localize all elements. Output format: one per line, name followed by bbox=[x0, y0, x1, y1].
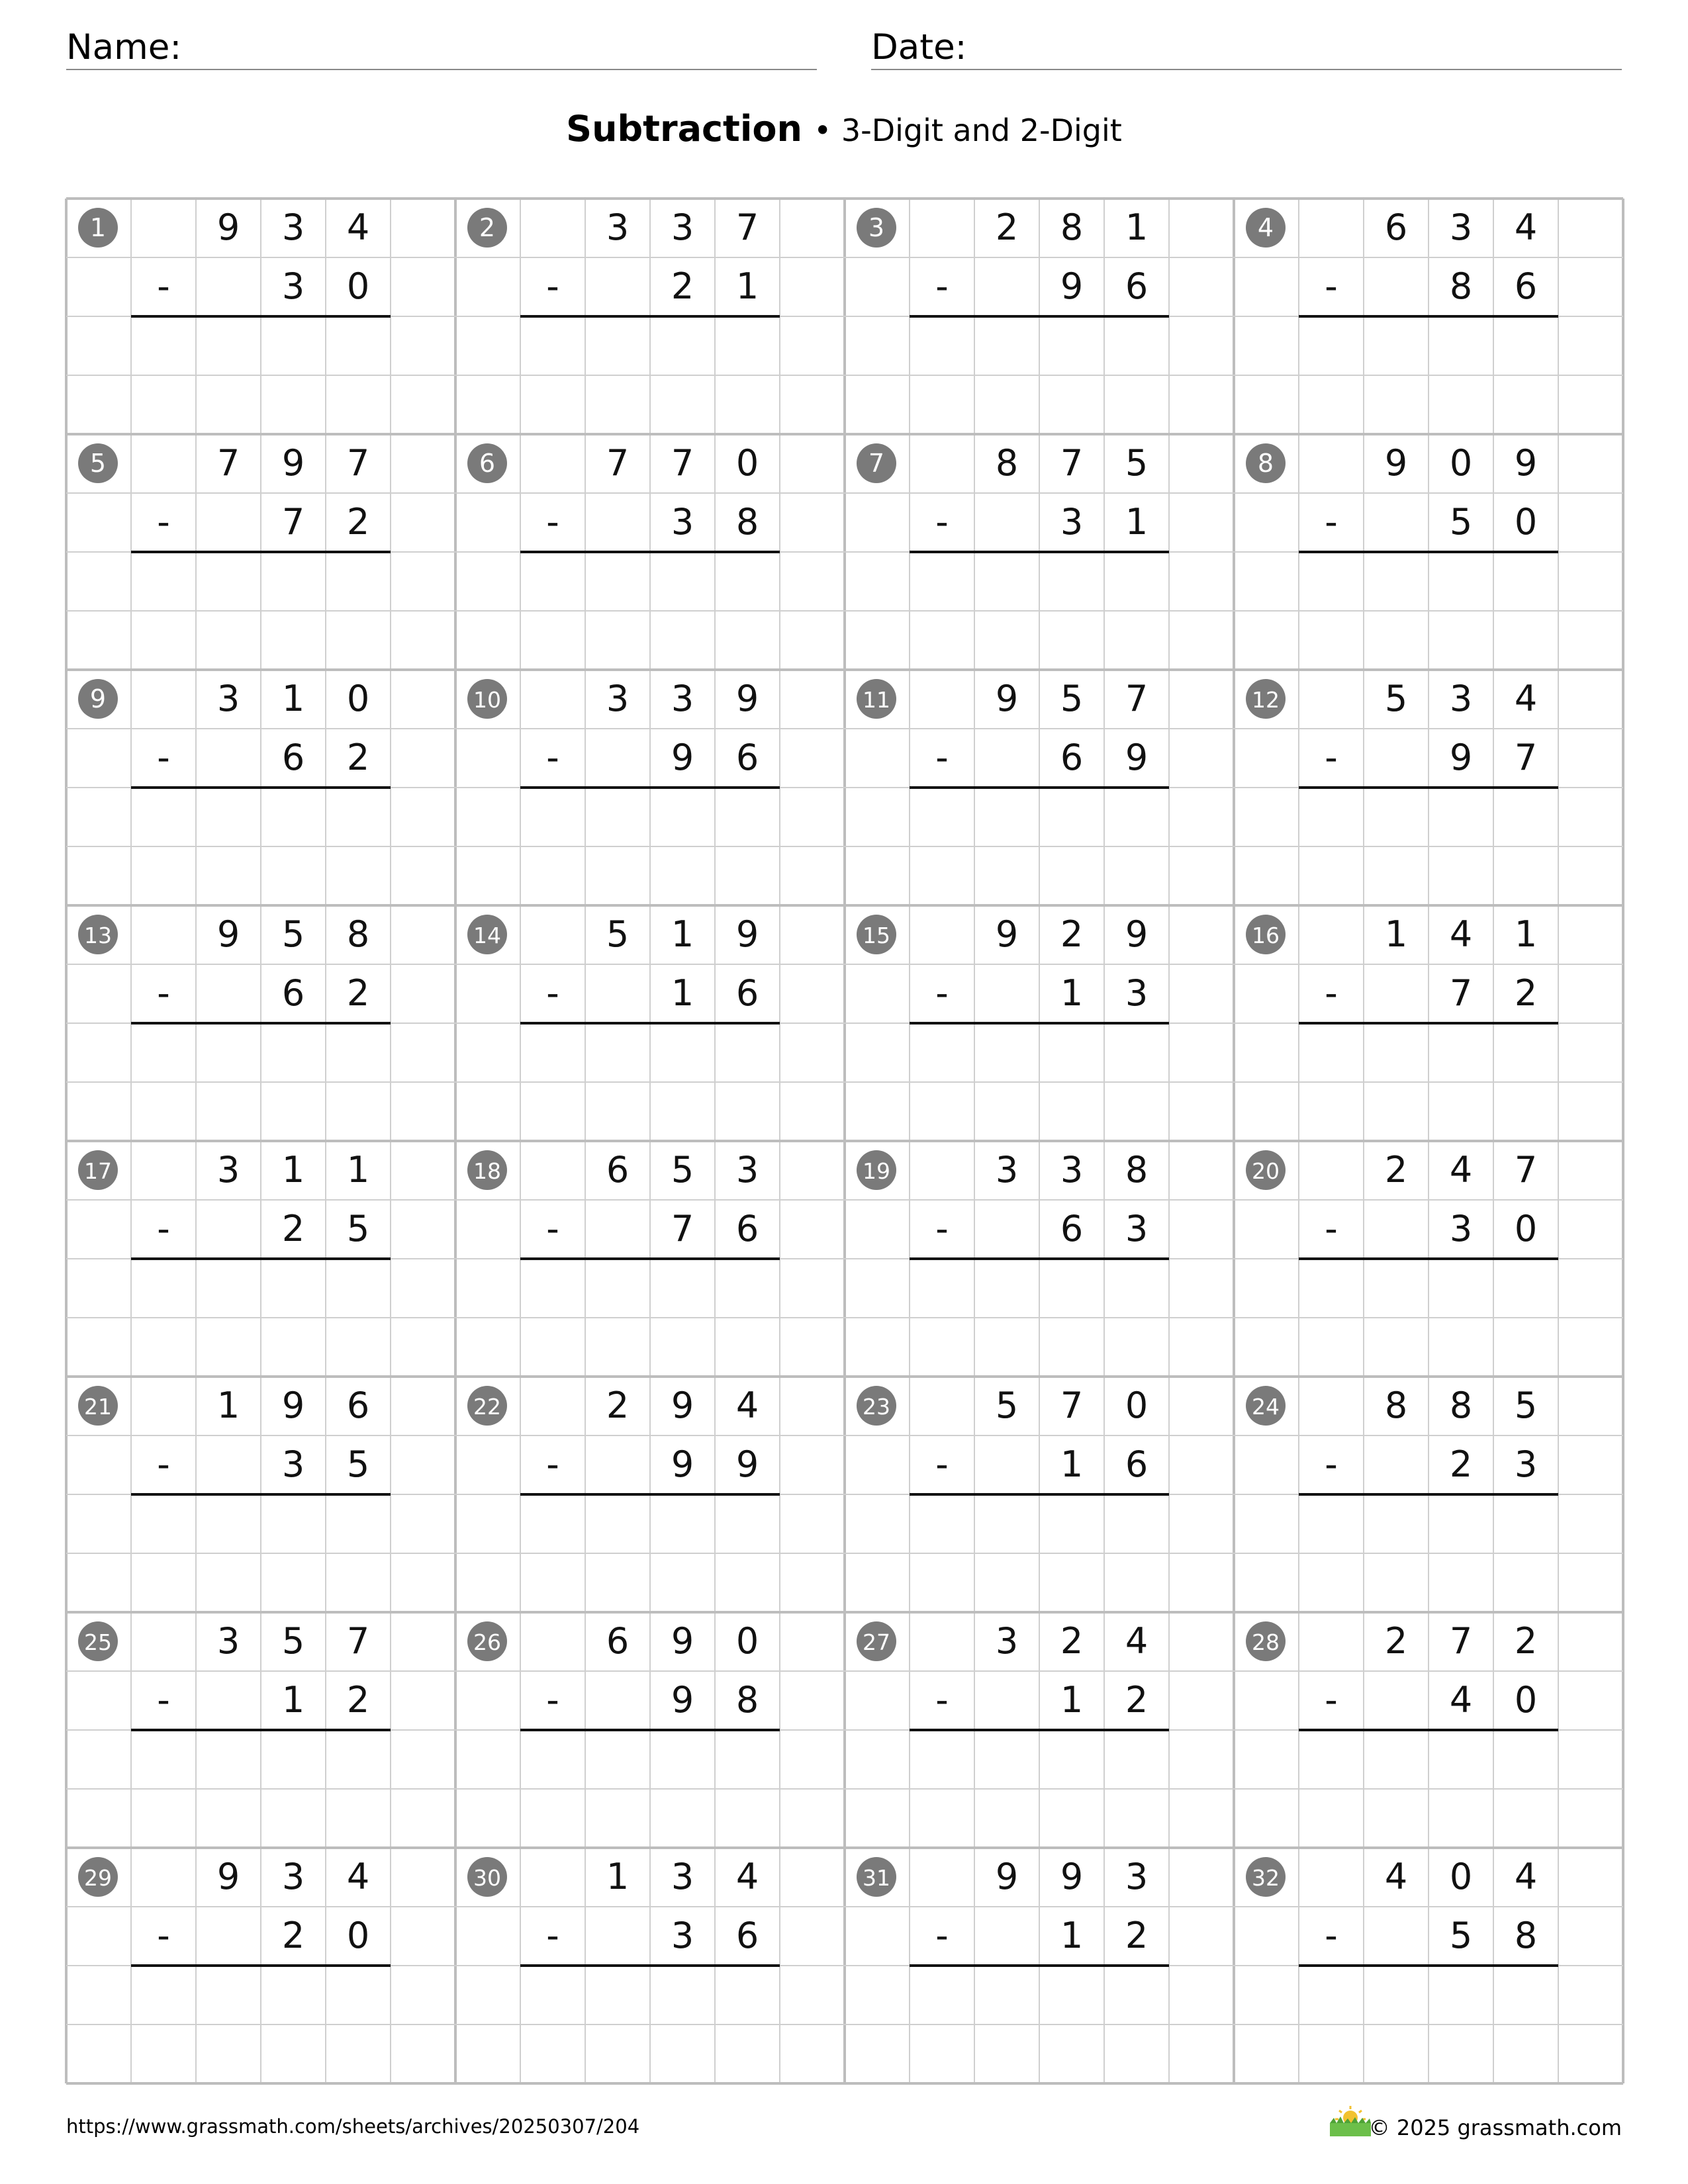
subtrahend-digit: 5 bbox=[1449, 1915, 1473, 1956]
minuend-digit: 4 bbox=[1384, 1856, 1408, 1897]
subtrahend-digit: 1 bbox=[1060, 1915, 1084, 1956]
subtrahend-digit: 7 bbox=[1514, 737, 1538, 778]
minuend-digit: 7 bbox=[1060, 1385, 1084, 1426]
minuend-digit: 1 bbox=[671, 913, 694, 955]
minuend-digit: 3 bbox=[995, 1620, 1019, 1662]
problem-number: 25 bbox=[84, 1629, 112, 1655]
subtrahend-digit: 9 bbox=[671, 737, 694, 778]
subtrahend-digit: 3 bbox=[1449, 1208, 1473, 1250]
subtrahend-digit: 3 bbox=[671, 501, 694, 543]
footer-url: https://www.grassmath.com/sheets/archives/20250307/204 bbox=[66, 2115, 640, 2138]
minuend-digit: 3 bbox=[216, 678, 240, 719]
minuend-digit: 2 bbox=[1060, 913, 1084, 955]
minuend-digit: 5 bbox=[281, 1620, 305, 1662]
subtrahend-digit: 6 bbox=[1060, 737, 1084, 778]
minus-sign: - bbox=[1325, 1679, 1338, 1721]
minuend-digit: 3 bbox=[1449, 678, 1473, 719]
minuend-digit: 5 bbox=[1384, 678, 1408, 719]
minuend-digit: 1 bbox=[216, 1385, 240, 1426]
subtrahend-digit: 1 bbox=[735, 265, 759, 307]
minus-sign: - bbox=[1325, 265, 1338, 307]
minuend-digit: 1 bbox=[1384, 913, 1408, 955]
subtrahend-digit: 1 bbox=[1060, 1679, 1084, 1721]
minuend-digit: 7 bbox=[735, 206, 759, 248]
subtrahend-digit: 6 bbox=[281, 737, 305, 778]
minuend-digit: 3 bbox=[735, 1149, 759, 1191]
minuend-digit: 6 bbox=[1384, 206, 1408, 248]
subtrahend-digit: 7 bbox=[671, 1208, 694, 1250]
subtrahend-digit: 3 bbox=[281, 265, 305, 307]
minuend-digit: 2 bbox=[1384, 1149, 1408, 1191]
minuend-digit: 9 bbox=[735, 678, 759, 719]
minuend-digit: 9 bbox=[735, 913, 759, 955]
minuend-digit: 5 bbox=[1514, 1385, 1538, 1426]
problem-number: 4 bbox=[1257, 213, 1274, 242]
minuend-digit: 4 bbox=[346, 1856, 370, 1897]
problem-number: 1 bbox=[89, 213, 107, 242]
minus-sign: - bbox=[157, 1915, 170, 1956]
minus-sign: - bbox=[935, 1679, 949, 1721]
minus-sign: - bbox=[546, 1679, 559, 1721]
minuend-digit: 9 bbox=[995, 913, 1019, 955]
date-label: Date: bbox=[871, 27, 967, 68]
subtrahend-digit: 1 bbox=[1125, 501, 1149, 543]
subtrahend-digit: 2 bbox=[346, 501, 370, 543]
problem-number: 24 bbox=[1252, 1394, 1280, 1420]
footer-copyright: © 2025 grassmath.com bbox=[1368, 2115, 1622, 2140]
minuend-digit: 6 bbox=[606, 1149, 630, 1191]
subtrahend-digit: 9 bbox=[1125, 737, 1149, 778]
minuend-digit: 0 bbox=[735, 1620, 759, 1662]
subtrahend-digit: 3 bbox=[1060, 501, 1084, 543]
problem-number: 10 bbox=[473, 687, 501, 713]
problem-number: 2 bbox=[479, 213, 496, 242]
minuend-digit: 1 bbox=[281, 1149, 305, 1191]
problem-number: 13 bbox=[84, 923, 112, 948]
minus-sign: - bbox=[1325, 1443, 1338, 1485]
problem-number: 9 bbox=[89, 684, 107, 713]
minuend-digit: 9 bbox=[281, 1385, 305, 1426]
minuend-digit: 2 bbox=[1384, 1620, 1408, 1662]
minuend-digit: 4 bbox=[1514, 678, 1538, 719]
subtrahend-digit: 0 bbox=[346, 265, 370, 307]
problem-number: 12 bbox=[1252, 687, 1280, 713]
minuend-digit: 7 bbox=[1060, 442, 1084, 484]
problem-number: 32 bbox=[1252, 1865, 1280, 1891]
subtrahend-digit: 6 bbox=[281, 972, 305, 1014]
minuend-digit: 3 bbox=[216, 1620, 240, 1662]
subtrahend-digit: 7 bbox=[1449, 972, 1473, 1014]
problem-number: 14 bbox=[473, 923, 501, 948]
minuend-digit: 7 bbox=[1125, 678, 1149, 719]
problem-number: 15 bbox=[863, 923, 890, 948]
title-main: Subtraction bbox=[566, 108, 802, 150]
subtrahend-digit: 6 bbox=[1060, 1208, 1084, 1250]
minus-sign: - bbox=[546, 1915, 559, 1956]
minuend-digit: 7 bbox=[1514, 1149, 1538, 1191]
minuend-digit: 7 bbox=[216, 442, 240, 484]
problem-number: 5 bbox=[89, 449, 107, 478]
minuend-digit: 3 bbox=[281, 1856, 305, 1897]
subtrahend-digit: 8 bbox=[1449, 265, 1473, 307]
subtrahend-digit: 1 bbox=[671, 972, 694, 1014]
problem-number: 16 bbox=[1252, 923, 1280, 948]
minus-sign: - bbox=[157, 1443, 170, 1485]
subtrahend-digit: 6 bbox=[1125, 265, 1149, 307]
problem-number: 22 bbox=[473, 1394, 501, 1420]
subtrahend-digit: 3 bbox=[281, 1443, 305, 1485]
subtrahend-digit: 5 bbox=[346, 1443, 370, 1485]
problem-number: 8 bbox=[1257, 449, 1274, 478]
minus-sign: - bbox=[157, 501, 170, 543]
minuend-digit: 4 bbox=[1514, 1856, 1538, 1897]
minuend-digit: 0 bbox=[1449, 1856, 1473, 1897]
minuend-digit: 9 bbox=[281, 442, 305, 484]
minuend-digit: 3 bbox=[671, 206, 694, 248]
subtrahend-digit: 7 bbox=[281, 501, 305, 543]
subtrahend-digit: 9 bbox=[1449, 737, 1473, 778]
minuend-digit: 5 bbox=[1125, 442, 1149, 484]
minuend-digit: 3 bbox=[1060, 1149, 1084, 1191]
problem-number: 17 bbox=[84, 1158, 112, 1184]
minus-sign: - bbox=[546, 737, 559, 778]
problem-number: 7 bbox=[868, 449, 885, 478]
minuend-digit: 3 bbox=[671, 678, 694, 719]
minuend-digit: 3 bbox=[671, 1856, 694, 1897]
minus-sign: - bbox=[546, 501, 559, 543]
minus-sign: - bbox=[546, 1208, 559, 1250]
subtrahend-digit: 0 bbox=[1514, 1679, 1538, 1721]
minus-sign: - bbox=[546, 972, 559, 1014]
minuend-digit: 1 bbox=[346, 1149, 370, 1191]
name-label: Name: bbox=[66, 27, 182, 68]
minuend-digit: 3 bbox=[606, 678, 630, 719]
minuend-digit: 5 bbox=[281, 913, 305, 955]
subtrahend-digit: 3 bbox=[1125, 1208, 1149, 1250]
minuend-digit: 9 bbox=[1384, 442, 1408, 484]
problem-number: 18 bbox=[473, 1158, 501, 1184]
minuend-digit: 2 bbox=[606, 1385, 630, 1426]
minuend-digit: 3 bbox=[1449, 206, 1473, 248]
minuend-digit: 8 bbox=[1449, 1385, 1473, 1426]
subtrahend-digit: 0 bbox=[346, 1915, 370, 1956]
minuend-digit: 8 bbox=[995, 442, 1019, 484]
minuend-digit: 8 bbox=[346, 913, 370, 955]
minuend-digit: 4 bbox=[1449, 1149, 1473, 1191]
minuend-digit: 2 bbox=[995, 206, 1019, 248]
problem-number: 23 bbox=[863, 1394, 890, 1420]
minuend-digit: 8 bbox=[1125, 1149, 1149, 1191]
subtrahend-digit: 6 bbox=[735, 1208, 759, 1250]
minuend-digit: 1 bbox=[1514, 913, 1538, 955]
subtrahend-digit: 2 bbox=[346, 972, 370, 1014]
subtrahend-digit: 3 bbox=[1514, 1443, 1538, 1485]
subtrahend-digit: 6 bbox=[735, 972, 759, 1014]
subtrahend-digit: 5 bbox=[1449, 501, 1473, 543]
minus-sign: - bbox=[935, 737, 949, 778]
minuend-digit: 9 bbox=[216, 206, 240, 248]
minus-sign: - bbox=[935, 1208, 949, 1250]
minuend-digit: 7 bbox=[1449, 1620, 1473, 1662]
minuend-digit: 1 bbox=[281, 678, 305, 719]
minus-sign: - bbox=[1325, 501, 1338, 543]
minuend-digit: 9 bbox=[216, 913, 240, 955]
minuend-digit: 8 bbox=[1060, 206, 1084, 248]
minus-sign: - bbox=[157, 265, 170, 307]
problem-number: 27 bbox=[863, 1629, 890, 1655]
subtrahend-digit: 1 bbox=[281, 1679, 305, 1721]
subtrahend-digit: 8 bbox=[1514, 1915, 1538, 1956]
minuend-digit: 9 bbox=[216, 1856, 240, 1897]
minuend-digit: 2 bbox=[1514, 1620, 1538, 1662]
minus-sign: - bbox=[1325, 1915, 1338, 1956]
problem-number: 20 bbox=[1252, 1158, 1280, 1184]
minuend-digit: 0 bbox=[735, 442, 759, 484]
minuend-digit: 9 bbox=[995, 678, 1019, 719]
subtrahend-digit: 2 bbox=[1125, 1915, 1149, 1956]
subtrahend-digit: 4 bbox=[1449, 1679, 1473, 1721]
minuend-digit: 5 bbox=[671, 1149, 694, 1191]
minus-sign: - bbox=[1325, 972, 1338, 1014]
minus-sign: - bbox=[935, 1915, 949, 1956]
subtrahend-digit: 1 bbox=[1060, 972, 1084, 1014]
minuend-digit: 4 bbox=[1125, 1620, 1149, 1662]
minus-sign: - bbox=[935, 501, 949, 543]
title-subtitle: • 3-Digit and 2-Digit bbox=[814, 113, 1122, 148]
minuend-digit: 1 bbox=[606, 1856, 630, 1897]
minuend-digit: 7 bbox=[606, 442, 630, 484]
minus-sign: - bbox=[546, 265, 559, 307]
minuend-digit: 7 bbox=[671, 442, 694, 484]
minuend-digit: 9 bbox=[1060, 1856, 1084, 1897]
minus-sign: - bbox=[1325, 737, 1338, 778]
minus-sign: - bbox=[157, 972, 170, 1014]
minuend-digit: 3 bbox=[1125, 1856, 1149, 1897]
minuend-digit: 0 bbox=[1449, 442, 1473, 484]
minuend-digit: 4 bbox=[1514, 206, 1538, 248]
minuend-digit: 9 bbox=[671, 1620, 694, 1662]
minuend-digit: 7 bbox=[346, 442, 370, 484]
problem-number: 19 bbox=[863, 1158, 890, 1184]
minuend-digit: 4 bbox=[735, 1385, 759, 1426]
problem-number: 28 bbox=[1252, 1629, 1280, 1655]
subtrahend-digit: 9 bbox=[1060, 265, 1084, 307]
minuend-digit: 3 bbox=[995, 1149, 1019, 1191]
minuend-digit: 3 bbox=[606, 206, 630, 248]
subtrahend-digit: 0 bbox=[1514, 1208, 1538, 1250]
subtrahend-digit: 6 bbox=[735, 1915, 759, 1956]
minuend-digit: 9 bbox=[995, 1856, 1019, 1897]
minuend-digit: 7 bbox=[346, 1620, 370, 1662]
minuend-digit: 1 bbox=[1125, 206, 1149, 248]
problem-number: 29 bbox=[84, 1865, 112, 1891]
subtrahend-digit: 2 bbox=[346, 737, 370, 778]
problem-number: 6 bbox=[479, 449, 496, 478]
subtrahend-digit: 2 bbox=[1449, 1443, 1473, 1485]
minuend-digit: 4 bbox=[1449, 913, 1473, 955]
minuend-digit: 8 bbox=[1384, 1385, 1408, 1426]
minus-sign: - bbox=[546, 1443, 559, 1485]
subtrahend-digit: 0 bbox=[1514, 501, 1538, 543]
subtrahend-digit: 1 bbox=[1060, 1443, 1084, 1485]
subtrahend-digit: 9 bbox=[671, 1443, 694, 1485]
minuend-digit: 6 bbox=[346, 1385, 370, 1426]
subtrahend-digit: 9 bbox=[735, 1443, 759, 1485]
problem-number: 11 bbox=[863, 687, 890, 713]
problem-number: 3 bbox=[868, 213, 885, 242]
minuend-digit: 3 bbox=[216, 1149, 240, 1191]
grass-sun-logo-icon bbox=[1327, 2105, 1374, 2139]
minuend-digit: 9 bbox=[671, 1385, 694, 1426]
minuend-digit: 4 bbox=[735, 1856, 759, 1897]
problem-number: 26 bbox=[473, 1629, 501, 1655]
subtrahend-digit: 6 bbox=[1125, 1443, 1149, 1485]
problem-number: 21 bbox=[84, 1394, 112, 1420]
minus-sign: - bbox=[157, 737, 170, 778]
subtrahend-digit: 2 bbox=[281, 1208, 305, 1250]
subtrahend-digit: 2 bbox=[1125, 1679, 1149, 1721]
minuend-digit: 0 bbox=[346, 678, 370, 719]
subtrahend-digit: 8 bbox=[735, 501, 759, 543]
minus-sign: - bbox=[935, 972, 949, 1014]
problem-number: 31 bbox=[863, 1865, 890, 1891]
minuend-digit: 2 bbox=[1060, 1620, 1084, 1662]
subtrahend-digit: 3 bbox=[1125, 972, 1149, 1014]
minus-sign: - bbox=[935, 265, 949, 307]
subtrahend-digit: 9 bbox=[671, 1679, 694, 1721]
minus-sign: - bbox=[157, 1679, 170, 1721]
subtrahend-digit: 6 bbox=[735, 737, 759, 778]
minus-sign: - bbox=[157, 1208, 170, 1250]
minuend-digit: 3 bbox=[281, 206, 305, 248]
problem-number: 30 bbox=[473, 1865, 501, 1891]
subtrahend-digit: 3 bbox=[671, 1915, 694, 1956]
minuend-digit: 0 bbox=[1125, 1385, 1149, 1426]
subtrahend-digit: 2 bbox=[671, 265, 694, 307]
subtrahend-digit: 5 bbox=[346, 1208, 370, 1250]
minuend-digit: 9 bbox=[1514, 442, 1538, 484]
minuend-digit: 5 bbox=[995, 1385, 1019, 1426]
subtrahend-digit: 6 bbox=[1514, 265, 1538, 307]
minuend-digit: 6 bbox=[606, 1620, 630, 1662]
subtrahend-digit: 2 bbox=[346, 1679, 370, 1721]
subtrahend-digit: 2 bbox=[1514, 972, 1538, 1014]
subtrahend-digit: 2 bbox=[281, 1915, 305, 1956]
subtrahend-digit: 8 bbox=[735, 1679, 759, 1721]
minuend-digit: 5 bbox=[1060, 678, 1084, 719]
minuend-digit: 5 bbox=[606, 913, 630, 955]
minuend-digit: 4 bbox=[346, 206, 370, 248]
minus-sign: - bbox=[935, 1443, 949, 1485]
minus-sign: - bbox=[1325, 1208, 1338, 1250]
minuend-digit: 9 bbox=[1125, 913, 1149, 955]
